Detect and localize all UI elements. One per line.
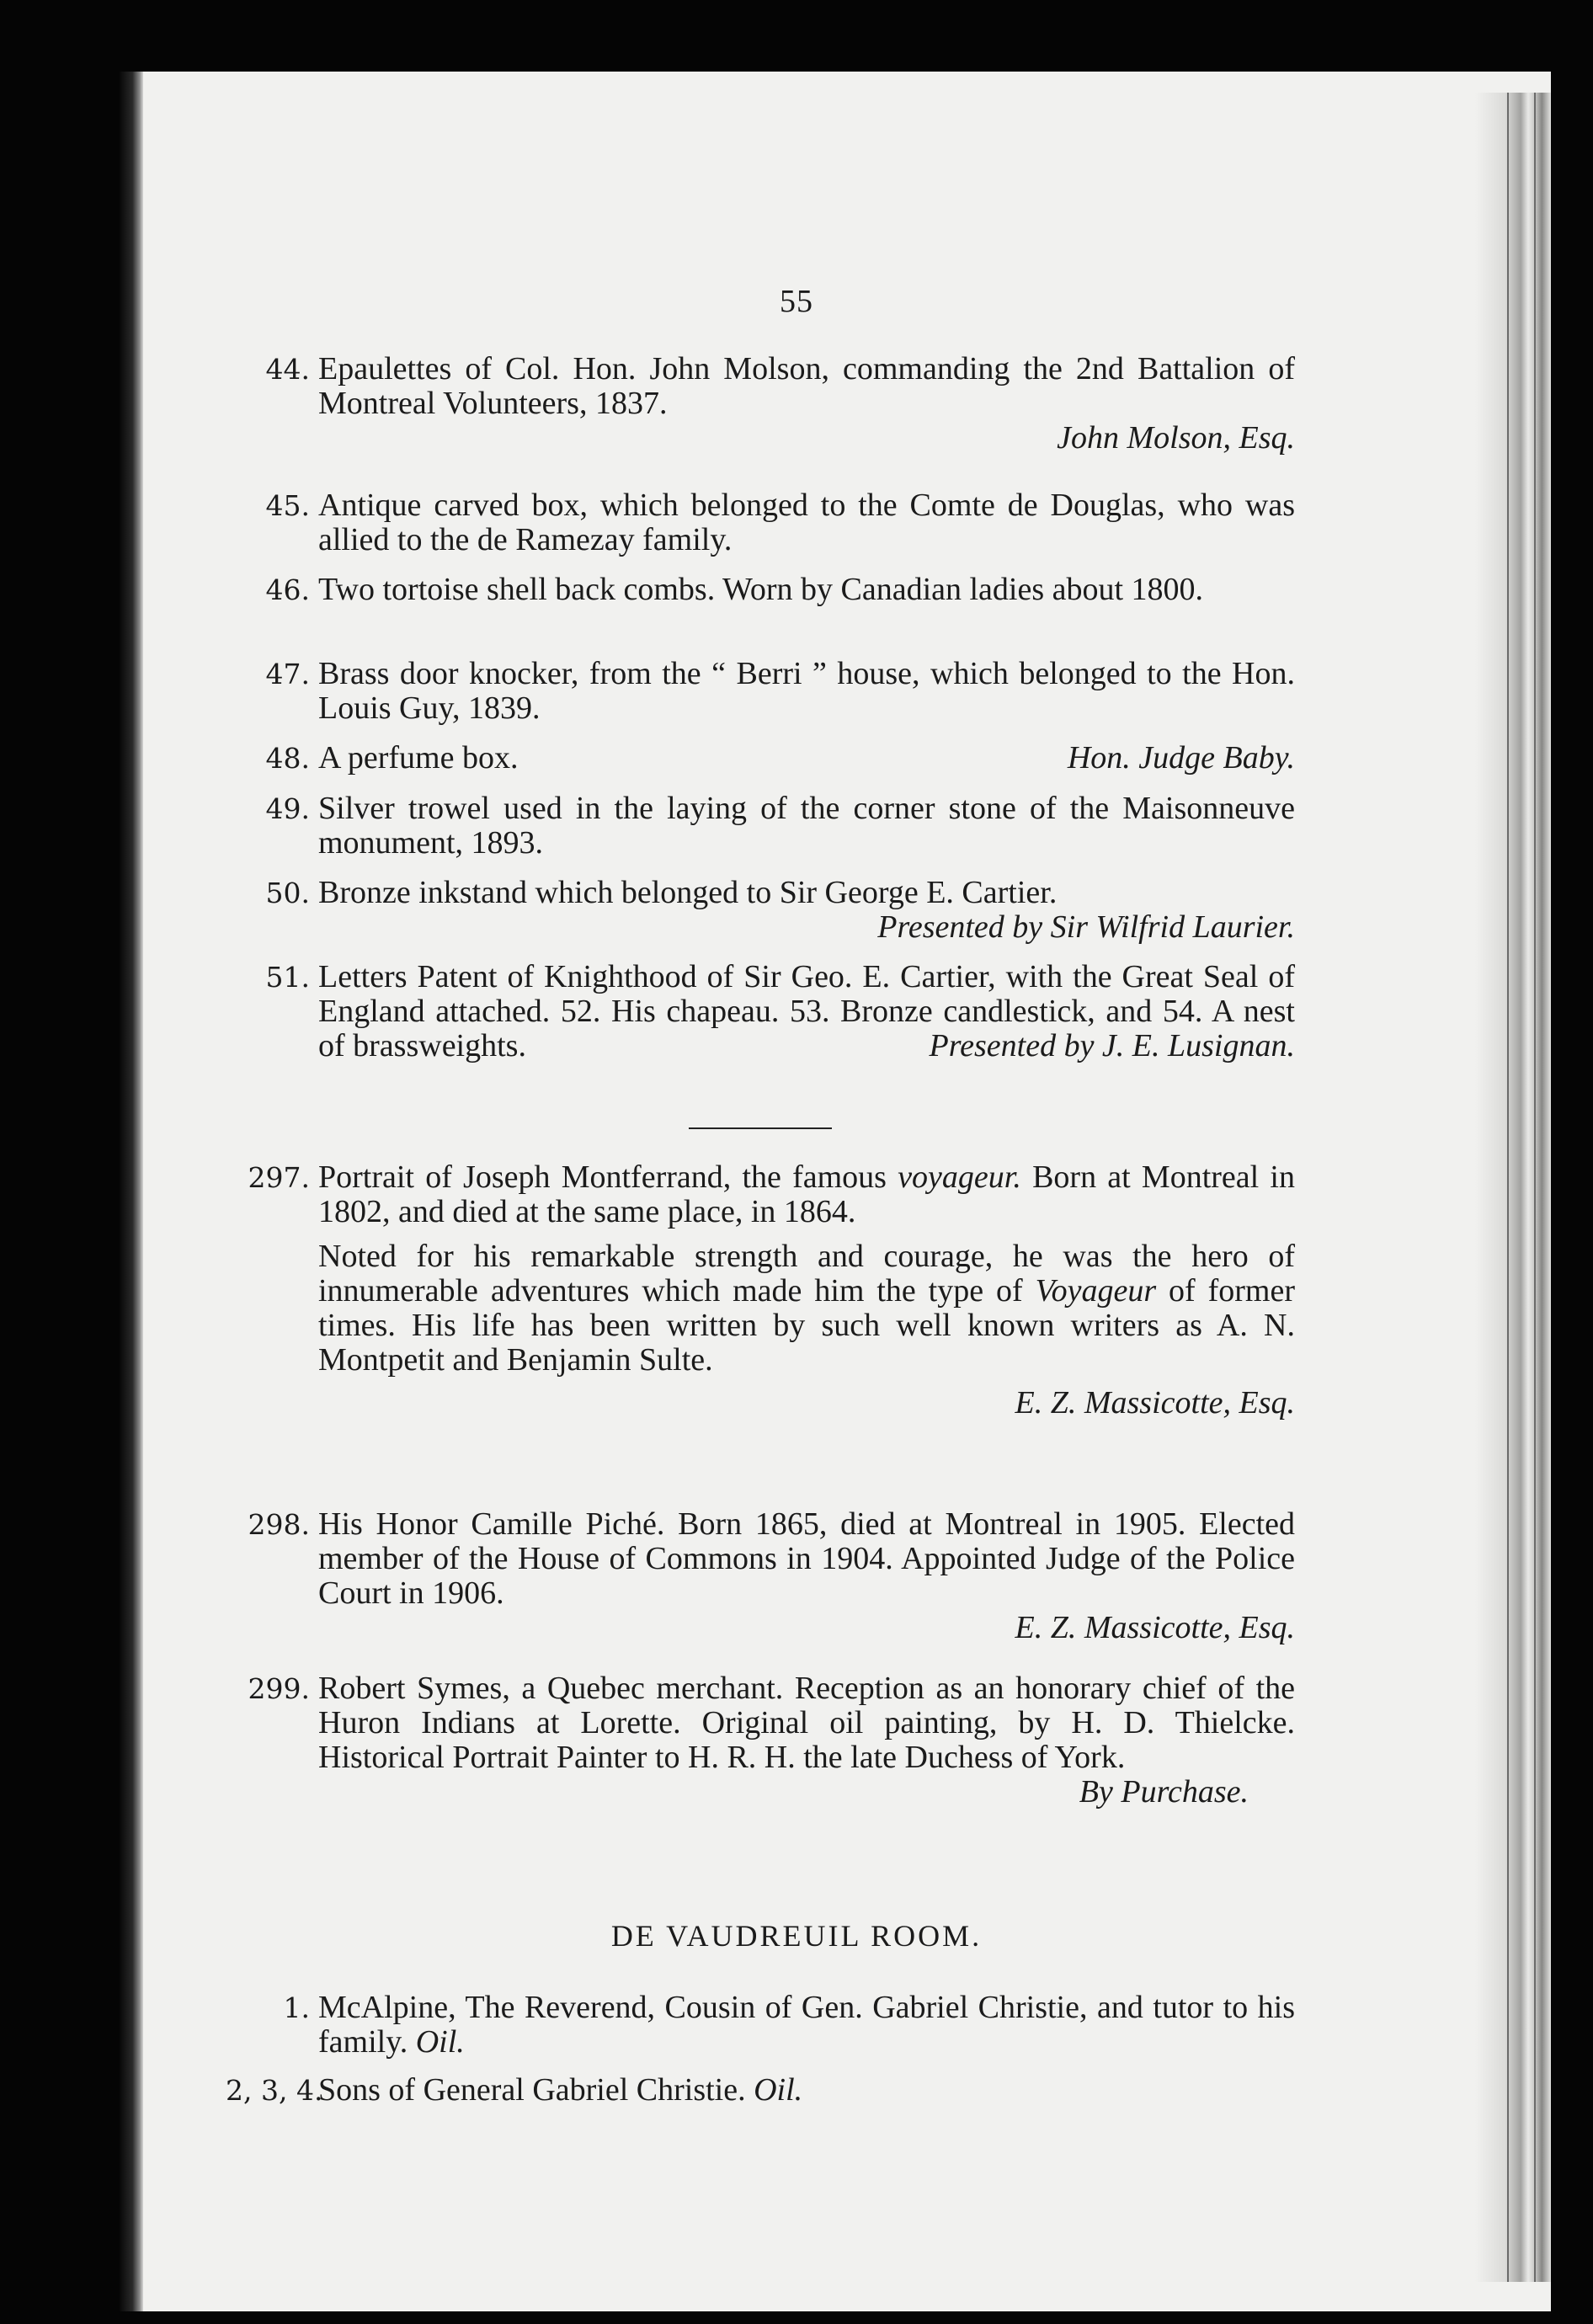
entry-text	[318, 875, 1295, 945]
catalog-entry-297	[248, 1159, 1295, 1421]
entry-text-part: Portrait of Joseph Montferrand, the famous	[318, 1159, 898, 1195]
catalog-entry-49	[265, 791, 1295, 861]
entry-text-body: Sons of General Gabriel Christie.	[318, 2072, 746, 2108]
catalog-entry-48	[265, 740, 1295, 776]
entry-number: 297.	[248, 1161, 310, 1194]
entry-credit: Hon. Judge Baby.	[1067, 740, 1295, 776]
catalog-entry-51	[265, 959, 1295, 1063]
entry-number: 47.	[265, 658, 310, 690]
section-heading: DE VAUDREUIL ROOM.	[610, 1919, 983, 1953]
entry-text	[318, 1991, 1295, 2060]
catalog-entry-47	[265, 656, 1295, 726]
entry-text-paragraph	[318, 1239, 1295, 1378]
entry-number: 50.	[265, 877, 310, 909]
entry-text-body: Letters Patent of Knighthood of Sir Geo. E. Cartier, with the Great Seal of England attached. 52. His chapeau. 53. Bronze candlestick, and 54. A nest of brassweights.	[318, 959, 1295, 1063]
entry-number: 2, 3, 4.	[226, 2074, 323, 2107]
page-edges	[1475, 93, 1551, 2282]
catalog-entry-50	[265, 875, 1295, 945]
entry-number: 48.	[265, 742, 310, 775]
entry-text-part: of former times. His life has been written by such well known writers as A. N. Montpetit and Benjamin Sulte.	[318, 1273, 1295, 1378]
catalog-entry-44	[265, 351, 1295, 456]
entry-medium: Oil.	[754, 2072, 803, 2108]
entry-number: 299.	[248, 1672, 310, 1705]
entry-text: Antique carved box, which belonged to the Comte de Douglas, who was allied to the de Ramezay family.	[318, 488, 1295, 557]
section-divider	[689, 1127, 832, 1129]
entry-number: 1.	[283, 1991, 310, 2024]
entry-credit: Presented by J. E. Lusignan.	[929, 1028, 1295, 1063]
catalog-entry-45	[265, 488, 1295, 557]
entry-text: Epaulettes of Col. Hon. John Molson, commanding the 2nd Battalion of Montreal Volunteers, 1837.	[318, 351, 1295, 421]
entry-text	[318, 1160, 1295, 1229]
entry-credit: Presented by Sir Wilfrid Laurier.	[877, 909, 1295, 945]
entry-text-italic: Voyageur	[1035, 1273, 1157, 1309]
entry-number: 44.	[265, 353, 310, 386]
entry-text: Brass door knocker, from the “ Berri ” house, which belonged to the Hon. Louis Guy, 1839.	[318, 656, 1295, 726]
entry-medium: Oil.	[415, 2024, 465, 2060]
catalog-entry-298	[248, 1506, 1295, 1645]
entry-credit: By Purchase.	[1079, 1774, 1249, 1810]
book-gutter	[120, 72, 143, 2311]
entry-text	[318, 741, 1295, 776]
entry-credit: John Molson, Esq.	[1057, 420, 1295, 456]
entry-text	[318, 2073, 1295, 2108]
page-number: 55	[780, 284, 813, 319]
entry-credit: E. Z. Massicotte, Esq.	[1015, 1610, 1295, 1645]
room-entry-2-3-4	[226, 2072, 1295, 2108]
catalog-entry-46	[265, 572, 1295, 607]
catalog-entry-299	[248, 1671, 1295, 1810]
entry-text-body: McAlpine, The Reverend, Cousin of Gen. Gabriel Christie, and tutor to his family.	[318, 1990, 1295, 2060]
entry-text-italic: voyageur.	[898, 1159, 1021, 1195]
entry-text: His Honor Camille Piché. Born 1865, died at Montreal in 1905. Elected member of the House of Commons in 1904. Appointed Judge of the Police Court in 1906.	[318, 1506, 1295, 1611]
page-edge-line	[1507, 93, 1509, 2282]
entry-number: 298.	[248, 1508, 310, 1541]
entry-text-part: Born at Montreal in 1802, and died at the same place, in 1864.	[318, 1159, 1295, 1229]
entry-credit: E. Z. Massicotte, Esq.	[1015, 1385, 1295, 1421]
entry-number: 45.	[265, 489, 310, 522]
entry-text-body: A perfume box.	[318, 740, 519, 776]
entry-text-part: Noted for his remarkable strength and courage, he was the hero of innumerable adventures which made him the type of	[318, 1239, 1295, 1309]
entry-text: Two tortoise shell back combs. Worn by Canadian ladies about 1800.	[318, 572, 1204, 607]
room-entry-1	[283, 1990, 1295, 2060]
entry-number: 49.	[265, 792, 310, 825]
entry-number: 46.	[265, 573, 310, 606]
page-edge-line	[1534, 93, 1536, 2282]
entry-text-body: Bronze inkstand which belonged to Sir George E. Cartier.	[318, 875, 1058, 910]
entry-text: Robert Symes, a Quebec merchant. Reception as an honorary chief of the Huron Indians at Lorette. Original oil painting, by H. D. Thielcke. Historical Portrait Painter to H. R. H. the late Duchess of York.	[318, 1671, 1295, 1775]
entry-text: Silver trowel used in the laying of the corner stone of the Maisonneuve monument, 1893.	[318, 791, 1295, 861]
entry-number: 51.	[265, 961, 310, 994]
entry-text	[318, 960, 1295, 1063]
